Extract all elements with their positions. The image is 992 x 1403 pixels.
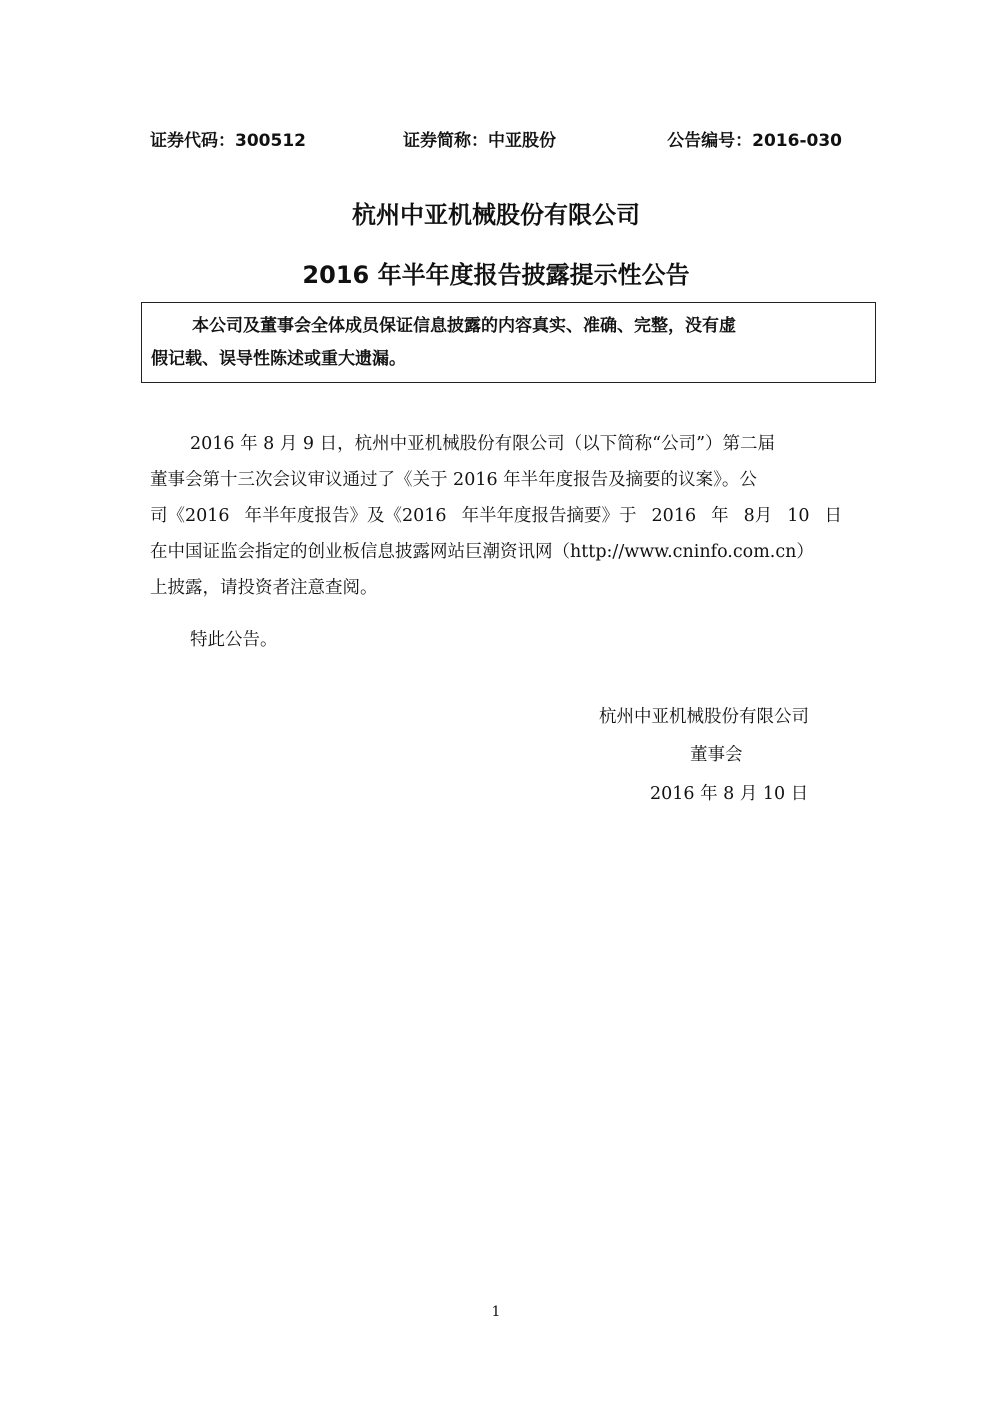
body-word: 8月: [743, 506, 773, 526]
body-word: 日: [824, 506, 842, 526]
signature-company: 杭州中亚机械股份有限公司: [599, 707, 809, 727]
security-abbreviation: 证券简称：中亚股份: [403, 131, 556, 151]
guarantee-notice-box: [141, 302, 876, 383]
security-code: 证券代码：300512: [150, 131, 306, 151]
body-word: 10: [787, 506, 810, 526]
company-title: 杭州中亚机械股份有限公司: [352, 201, 640, 229]
announcement-number: 公告编号：2016-030: [667, 131, 842, 151]
page-number: 1: [491, 1304, 501, 1320]
body-word: 年: [711, 506, 729, 526]
announcement-header: [150, 128, 842, 154]
notice-line: 假记载、误导性陈述或重大遗漏。: [151, 349, 406, 369]
notice-line: 本公司及董事会全体成员保证信息披露的内容真实、准确、完整，没有虚: [192, 316, 736, 336]
body-word: 年半年度报告》及《2016: [244, 506, 447, 526]
body-word: 司《2016: [150, 506, 230, 526]
signature-board: 董事会: [690, 745, 743, 765]
body-line: 2016 年 8 月 9 日，杭州中亚机械股份有限公司（以下简称“公司”）第二届: [190, 434, 776, 454]
body-paragraph: [150, 426, 842, 606]
signature-date: 2016 年 8 月 10 日: [650, 784, 809, 804]
body-line: 董事会第十三次会议审议通过了《关于 2016 年半年度报告及摘要的议案》。公: [150, 470, 757, 490]
body-line: 在中国证监会指定的创业板信息披露网站巨潮资讯网（http://www.cninfo.com.cn）: [150, 542, 814, 562]
body-line: 上披露，请投资者注意查阅。: [150, 578, 378, 598]
closing-remark: 特此公告。: [190, 630, 278, 650]
body-word: 年半年度报告摘要》于: [461, 506, 637, 526]
body-word: 2016: [651, 506, 697, 526]
announcement-title: 2016 年半年度报告披露提示性公告: [302, 261, 690, 289]
body-line-justified: [150, 498, 842, 534]
